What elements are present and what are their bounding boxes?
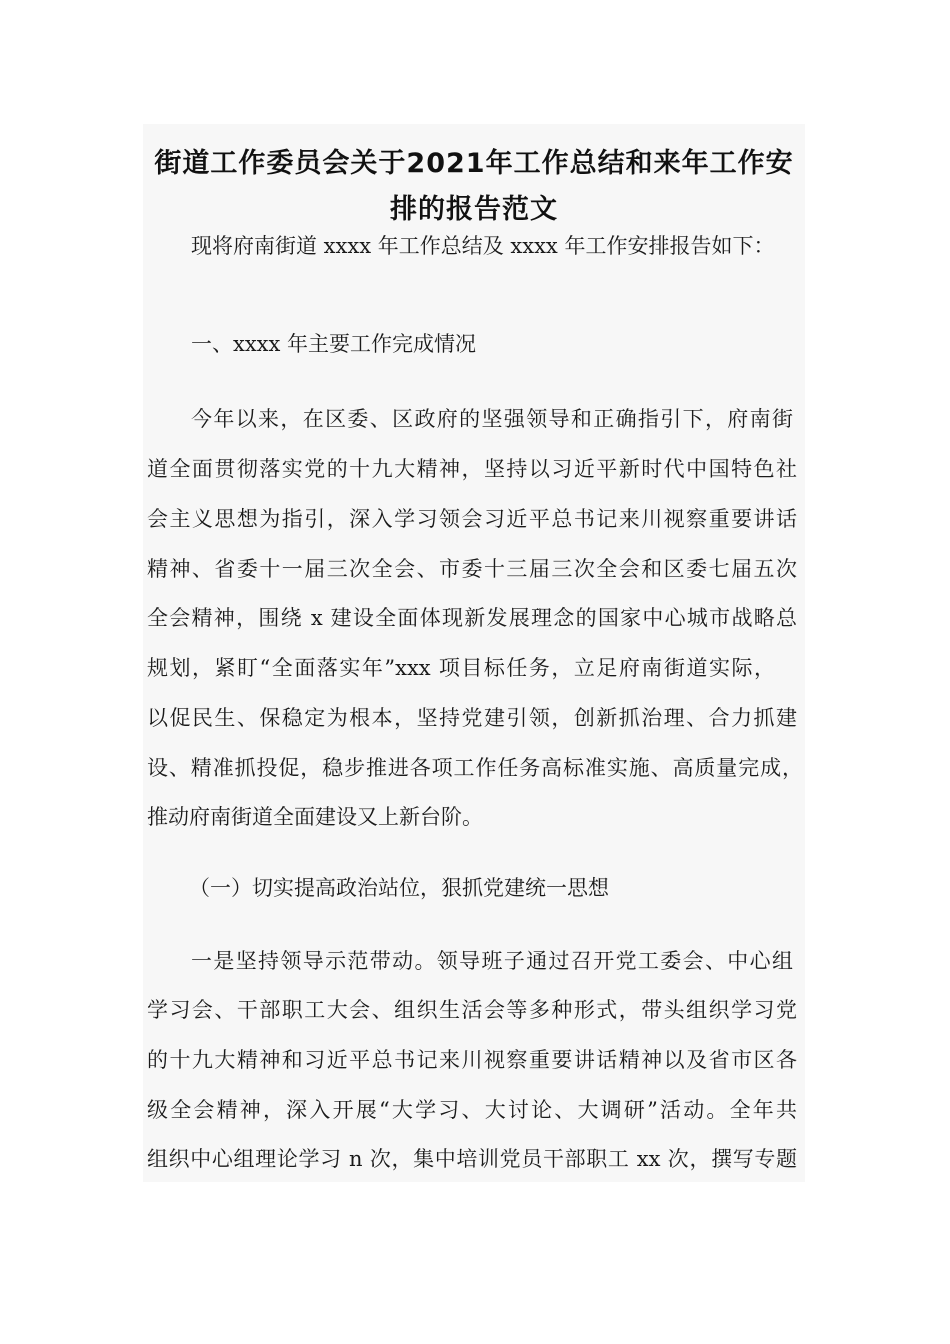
paragraph-line: 全会精神，围绕 x 建设全面体现新发展理念的国家中心城市战略总 xyxy=(147,606,797,630)
paragraph-line: 的十九大精神和习近平总书记来川视察重要讲话精神以及省市区各 xyxy=(147,1048,797,1072)
document-title-line-1: 街道工作委员会关于2021年工作总结和来年工作安 xyxy=(154,148,794,179)
intro-paragraph: 现将府南街道 xxxx 年工作总结及 xxxx 年工作安排报告如下： xyxy=(191,234,775,258)
paragraph-line: 级全会精神，深入开展“大学习、大讨论、大调研”活动。全年共 xyxy=(147,1098,797,1122)
paragraph-line: 以促民生、保稳定为根本，坚持党建引领，创新抓治理、合力抓建 xyxy=(147,706,797,730)
paragraph-line: 组织中心组理论学习 n 次，集中培训党员干部职工 xx 次，撰写专题 xyxy=(147,1147,797,1171)
document-page xyxy=(143,124,805,1182)
paragraph-line: 推动府南街道全面建设又上新台阶。 xyxy=(147,805,483,829)
paragraph-line: 学习会、干部职工大会、组织生活会等多种形式，带头组织学习党 xyxy=(147,998,797,1022)
paragraph-line: 设、精准抓投促，稳步推进各项工作任务高标准实施、高质量完成， xyxy=(147,756,803,780)
subsection-heading: （一）切实提高政治站位，狠抓党建统一思想 xyxy=(189,876,609,900)
paragraph-line: 道全面贯彻落实党的十九大精神，坚持以习近平新时代中国特色社 xyxy=(147,457,797,481)
paragraph-line: 规划，紧盯“全面落实年”xxx 项目标任务，立足府南街道实际， xyxy=(147,656,775,680)
paragraph-line: 一是坚持领导示范带动。领导班子通过召开党工委会、中心组 xyxy=(191,949,793,973)
paragraph-line: 会主义思想为指引，深入学习领会习近平总书记来川视察重要讲话 xyxy=(147,507,797,531)
paragraph-line: 今年以来，在区委、区政府的坚强领导和正确指引下，府南街 xyxy=(191,407,793,431)
paragraph-line: 精神、省委十一届三次全会、市委十三届三次全会和区委七届五次 xyxy=(147,557,797,581)
section-heading: 一、xxxx 年主要工作完成情况 xyxy=(191,332,477,356)
document-title-line-2: 排的报告范文 xyxy=(390,194,558,225)
